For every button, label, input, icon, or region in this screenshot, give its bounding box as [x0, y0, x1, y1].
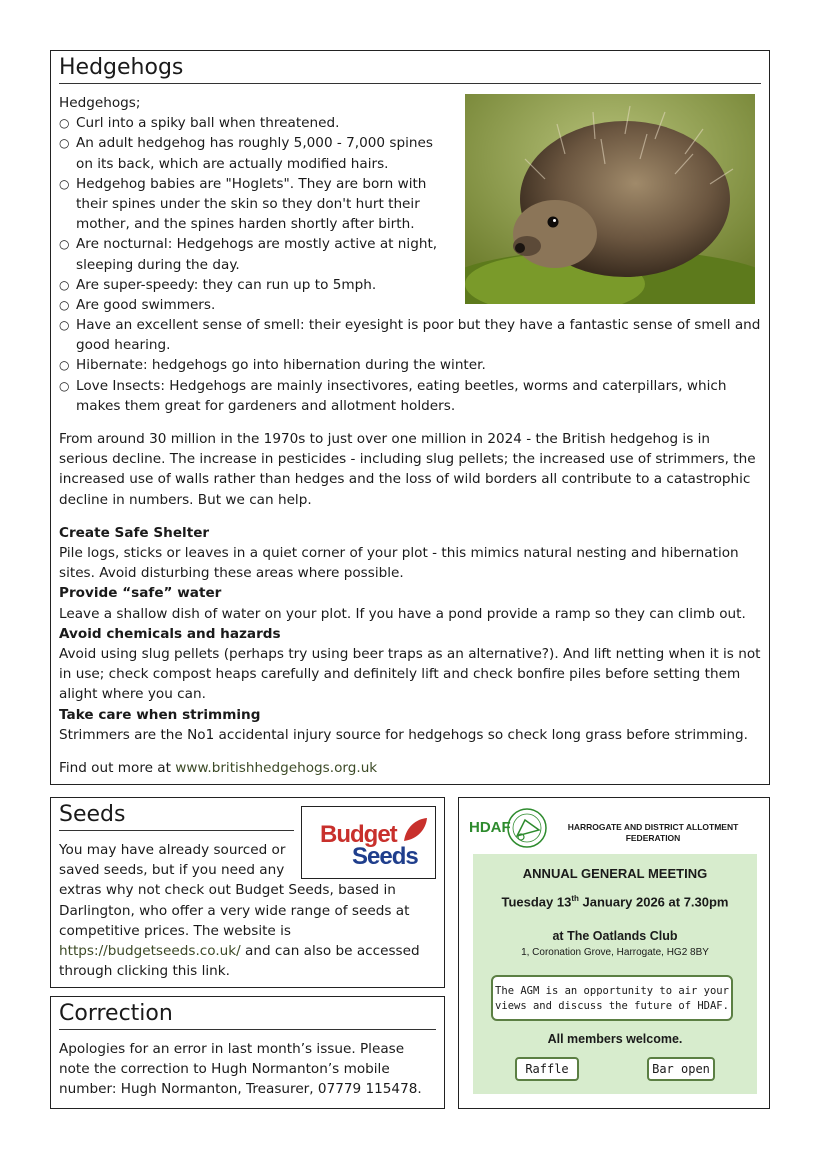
agm-venue: at The Oatlands Club — [552, 929, 678, 943]
seeds-text — [59, 840, 439, 981]
agm-poster — [458, 797, 770, 1109]
agm-panel — [473, 854, 757, 1094]
fact-item: ○ Are super-speedy: they can run up to 5mph. — [59, 275, 454, 295]
seeds-heading: Seeds — [59, 802, 294, 831]
budget-seeds-link[interactable]: https://budgetseeds.co.uk/ — [59, 943, 241, 960]
tip-text: Avoid using slug pellets (perhaps try using beer traps as an alternative?). And lift netting when it is not in use; check compost heaps carefully and definitely lift and check bonfire piles before setting them alight where you can. — [59, 646, 761, 703]
agm-date-day: Tuesday 13 — [501, 894, 572, 910]
tip-heading: Provide “safe” water — [59, 585, 222, 602]
hedgehog-illustration — [465, 94, 755, 304]
hedgehog-photo — [465, 94, 755, 304]
tip-heading: Avoid chemicals and hazards — [59, 625, 281, 642]
find-out-more — [59, 758, 763, 778]
agm-date-rest: January 2026 at 7.30pm — [578, 894, 729, 910]
seeds-section — [50, 797, 445, 988]
agm-header — [469, 806, 759, 850]
correction-section — [50, 996, 445, 1109]
hedgehog-facts-list — [59, 113, 454, 315]
seeds-text-end: and can also be accessed through clicking this link. — [59, 943, 420, 980]
tip-heading: Take care when strimming — [59, 706, 261, 723]
tip-text: Leave a shallow dish of water on your plot. If you have a pond provide a ramp so they can climb out. — [59, 605, 746, 622]
fact-item: ○ Love Insects: Hedgehogs are mainly insectivores, eating beetles, worms and caterpillars, which makes them great for gardeners and allotment holders. — [59, 376, 763, 416]
agm-message-line1: The AGM is an opportunity to air your — [495, 985, 729, 997]
fact-item: ○ Are good swimmers. — [59, 295, 454, 315]
agm-message-box — [491, 975, 733, 1021]
hedgehogs-link[interactable]: www.britishhedgehogs.org.uk — [175, 760, 378, 777]
fact-item: ○ An adult hedgehog has roughly 5,000 - 7,000 spines on its back, which are actually modified hairs. — [59, 133, 454, 173]
fact-item: ○ Hedgehog babies are "Hoglets". They are born with their spines under the skin so they don't hurt their mother, and the spines harden shortly after birth. — [59, 174, 454, 235]
hedgehogs-intro: Hedgehogs; — [59, 95, 141, 111]
raffle-button: Raffle — [515, 1057, 579, 1081]
org-name-line1: HARROGATE AND DISTRICT ALLOTMENT — [567, 822, 739, 832]
logo-word-seeds: Seeds — [352, 843, 418, 870]
decline-paragraph: From around 30 million in the 1970s to just over one million in 2024 - the British hedgehog is in serious decline. The increase in pesticides - including slug pellets; the increased use of strimmers, the increased use of walls rather than hedges and the loss of wild borders all contribute to a catastrophic decline in numbers. But we can help. — [59, 431, 756, 508]
agm-date-sup: th — [571, 894, 579, 903]
agm-date — [473, 894, 757, 909]
tip-text: Strimmers are the No1 accidental injury source for hedgehogs so check long grass before strimming. — [59, 726, 748, 743]
logo-spacer — [297, 840, 439, 880]
tip-heading: Create Safe Shelter — [59, 524, 210, 541]
tip-text: Pile logs, sticks or leaves in a quiet corner of your plot - this mimics natural nesting and hibernation sites. Avoid disturbing these areas where possible. — [59, 545, 739, 582]
correction-heading: Correction — [59, 1001, 436, 1030]
hdaf-logo-text: HDAF — [469, 819, 511, 836]
agm-message-line2: views and discuss the future of HDAF. — [495, 1000, 729, 1012]
fact-item: ○ Are nocturnal: Hedgehogs are mostly active at night, sleeping during the day. — [59, 234, 454, 274]
hedgehogs-section — [50, 50, 770, 785]
correction-text: Apologies for an error in last month’s issue. Please note the correction to Hugh Normanton’s mobile number: Hugh Normanton, Treasurer, 07779 115478. — [59, 1041, 422, 1098]
tips-list — [59, 523, 763, 745]
seeds-text-main: You may have already sourced or saved seeds, but if you need any extras why not check out Budget Seeds, based in Darlington, who offer a very wide range of seeds at competitive prices. The website is — [59, 842, 410, 939]
agm-title: ANNUAL GENERAL MEETING — [522, 866, 708, 881]
logo-word-budget: Budget — [320, 821, 397, 848]
org-name-line2: FEDERATION — [625, 833, 681, 843]
hedgehog-facts-list-continued — [59, 315, 763, 416]
find-out-more-label: Find out more at — [59, 760, 176, 777]
agm-welcome: All members welcome. — [547, 1032, 683, 1046]
bar-open-button: Bar open — [647, 1057, 715, 1081]
fact-item: ○ Hibernate: hedgehogs go into hibernation during the winter. — [59, 355, 763, 375]
fact-item: ○ Have an excellent sense of smell: their eyesight is poor but they have a fantastic sense of smell and good hearing. — [59, 315, 763, 355]
fact-item: ○ Curl into a spiky ball when threatened. — [59, 113, 454, 133]
agm-address: 1, Coronation Grove, Harrogate, HG2 8BY — [521, 947, 709, 958]
hedgehogs-heading: Hedgehogs — [59, 55, 761, 84]
